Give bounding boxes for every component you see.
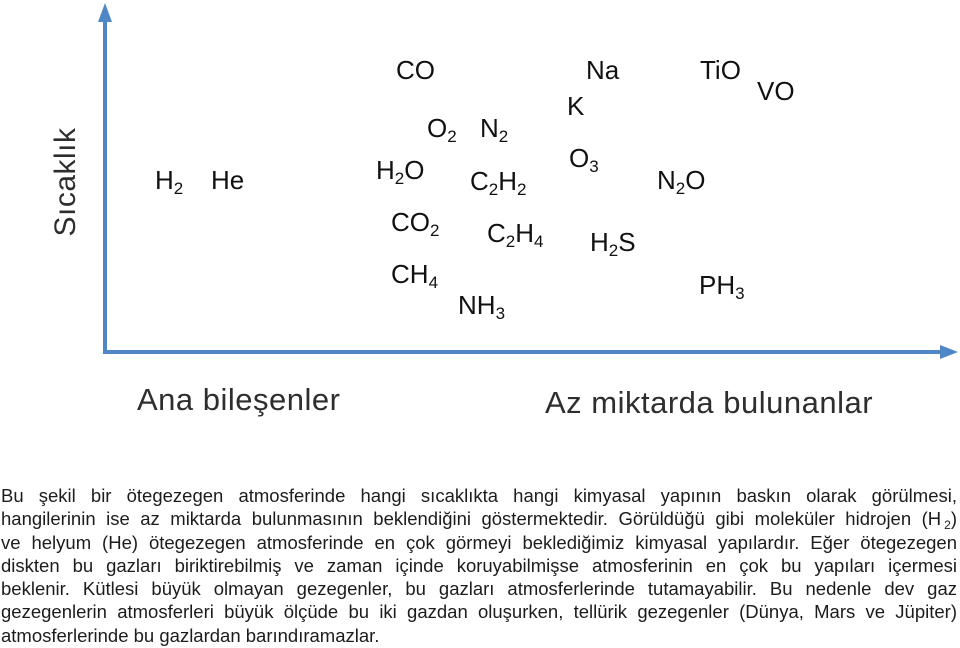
paragraph-line-text: beklenir. Kütlesi büyük olmayan gezegenler, bu gazları atmosferlerinde tutamayabilir. Bu nedenle dev gaz bbox=[1, 578, 957, 600]
molecule-symbol: PH bbox=[699, 270, 736, 300]
molecule-symbol: N bbox=[480, 113, 499, 143]
x-label-trace-species: Az miktarda bulunanlar bbox=[545, 385, 874, 420]
molecule-k bbox=[567, 93, 584, 119]
paragraph-line-tail: ) bbox=[950, 508, 957, 530]
molecule-symbol: He bbox=[211, 165, 245, 195]
molecule-symbol: CO bbox=[391, 207, 430, 237]
molecule-n2 bbox=[480, 113, 509, 146]
paragraph-subscript: 2 bbox=[944, 518, 951, 531]
molecule-symbol: TiO bbox=[700, 55, 741, 85]
molecule-subscript: 2 bbox=[608, 241, 619, 260]
molecule-subscript: 3 bbox=[495, 304, 506, 323]
molecule-tio bbox=[700, 57, 741, 83]
molecule-h2s bbox=[590, 227, 636, 260]
molecule-symbol: H bbox=[498, 166, 518, 196]
molecule-subscript: 4 bbox=[534, 232, 544, 251]
molecule-subscript: 2 bbox=[173, 179, 184, 198]
molecule-symbol: CO bbox=[396, 55, 435, 85]
molecule-ph3 bbox=[699, 270, 745, 303]
molecule-symbol: N bbox=[657, 165, 676, 195]
molecule-symbol: O bbox=[569, 143, 590, 173]
y-axis-arrowhead bbox=[98, 3, 112, 22]
molecule-symbol: K bbox=[567, 91, 585, 121]
molecule-symbol: O bbox=[685, 165, 706, 195]
paragraph-line-text: gezegenlerin atmosferleri büyük ölçüde bu iki gazdan oluşurken, tellürik gezegenler (Dünya, Mars ve Jüpiter) bbox=[1, 601, 957, 623]
x-label-main-components: Ana bileşenler bbox=[137, 382, 341, 417]
paragraph-line-text: diskten bu gazları biriktirebilmiş ve zaman içinde koruyabilmişse atmosferinin en çok bu yapıları içermesi bbox=[1, 554, 957, 576]
paragraph-line bbox=[1, 484, 957, 507]
molecule-subscript: 2 bbox=[394, 169, 405, 188]
molecule-symbol: C bbox=[470, 166, 489, 196]
molecule-symbol: O bbox=[404, 155, 425, 185]
molecule-c2h2 bbox=[470, 166, 527, 199]
molecule-subscript: 2 bbox=[505, 232, 516, 251]
molecule-o2 bbox=[427, 113, 457, 146]
molecule-symbol: Na bbox=[586, 55, 620, 85]
caption-paragraph bbox=[1, 484, 957, 647]
molecule-h2o bbox=[376, 155, 425, 188]
molecule-symbol: H bbox=[155, 165, 174, 195]
y-axis-label: Sıcaklık bbox=[49, 127, 82, 237]
molecule-c2h4 bbox=[487, 218, 544, 251]
molecule-na bbox=[586, 57, 619, 83]
paragraph-line-text: hangilerinin ise az miktarda bulunmasının beklendiğini göstermektedir. Görüldüğü gibi moleküler hidrojen (H bbox=[1, 508, 942, 530]
paragraph-line bbox=[1, 600, 957, 623]
x-axis-arrowhead bbox=[940, 345, 958, 359]
molecule-co2 bbox=[391, 207, 440, 240]
molecule-symbol: S bbox=[618, 227, 636, 257]
molecule-subscript: 2 bbox=[517, 180, 527, 199]
molecule-subscript: 3 bbox=[589, 157, 599, 176]
paragraph-line bbox=[1, 554, 957, 577]
molecule-he bbox=[211, 167, 244, 193]
molecule-symbol: C bbox=[487, 218, 506, 248]
paragraph-line bbox=[1, 507, 957, 530]
paragraph-line bbox=[1, 624, 957, 647]
molecule-symbol: CH bbox=[391, 259, 429, 289]
paragraph-line-text: ve helyum (He) ötegezegen atmosferinde en çok görmeyi beklediğimiz kimyasal yapılardır. Eğer ötegezegen bbox=[1, 531, 957, 553]
molecule-n2o bbox=[657, 165, 706, 198]
molecule-symbol: H bbox=[515, 218, 535, 248]
molecule-symbol: O bbox=[427, 113, 448, 143]
molecule-subscript: 2 bbox=[488, 180, 499, 199]
molecule-subscript: 2 bbox=[447, 127, 457, 146]
molecule-co bbox=[396, 57, 435, 83]
molecule-ch4 bbox=[391, 259, 439, 292]
molecule-symbol: H bbox=[376, 155, 395, 185]
molecule-subscript: 3 bbox=[735, 284, 745, 303]
molecule-h2 bbox=[155, 165, 184, 198]
molecule-vo bbox=[757, 78, 795, 104]
molecule-nh3 bbox=[458, 290, 506, 323]
molecule-symbol: NH bbox=[458, 290, 496, 320]
molecule-subscript: 2 bbox=[675, 179, 686, 198]
paragraph-line-text: Bu şekil bir ötegezegen atmosferinde hangi sıcaklıkta hangi kimyasal yapının baskın olarak görülmesi, bbox=[1, 485, 957, 506]
paragraph-line-text: atmosferlerinde bu gazlardan barındıramazlar. bbox=[1, 624, 380, 646]
paragraph-line bbox=[1, 531, 957, 554]
molecule-o3 bbox=[569, 143, 599, 176]
molecule-symbol: H bbox=[590, 227, 609, 257]
molecule-subscript: 2 bbox=[498, 127, 509, 146]
molecule-subscript: 2 bbox=[430, 221, 440, 240]
paragraph-line bbox=[1, 577, 957, 600]
molecule-symbol: VO bbox=[757, 76, 795, 106]
molecule-subscript: 4 bbox=[428, 273, 439, 292]
